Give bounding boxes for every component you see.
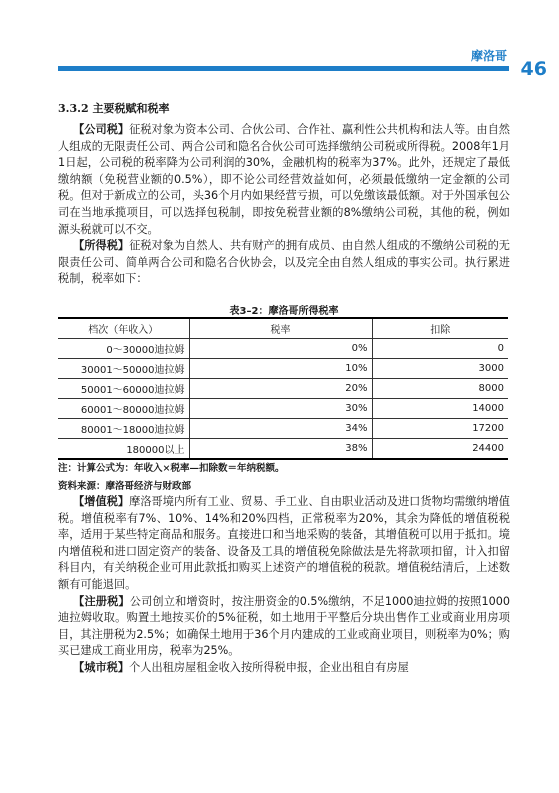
- paragraph-vat: [58, 494, 510, 594]
- paragraph-city-tax: [58, 660, 510, 677]
- bracket-cell: 50001～60000迪拉姆: [58, 379, 189, 399]
- body-bottom: [58, 494, 510, 677]
- bracket-cell: 60001～80000迪拉姆: [58, 399, 189, 419]
- deduction-cell: 0: [372, 339, 508, 359]
- rate-cell: 0%: [189, 339, 372, 359]
- paragraph-text: 征税对象为资本公司、合伙公司、合作社、赢利性公共机构和法人等。由自然人组成的无限责任公司、两合公司和隐名合伙公司可选择缴纳公司税或所得税。2008年1月1日起，公司税的税率降为公司利润的30%，金融机构的税率为37%。此外，还规定了最低缴纳额（免税营业额的0.5%），即不论公司经营效益如何，必须最低缴纳一定金额的公司税。但对于新成立的公司，头36个月内如果经营亏损，可以免缴该最低额。对于外国承包公司在当地承揽项目，可以选择包税制，即按免税营业额的8%缴纳公司税，其他的税，例如源头税就可以不交。: [58, 123, 510, 236]
- bracket-cell: 30001～50000迪拉姆: [58, 359, 189, 379]
- table-row: [58, 339, 508, 359]
- table-row: [58, 439, 508, 460]
- rate-cell: 20%: [189, 379, 372, 399]
- header-rule: [58, 66, 509, 71]
- table-header-row: [58, 318, 508, 339]
- rate-cell: 30%: [189, 399, 372, 419]
- paragraph-text: 征税对象为自然人、共有财产的拥有成员、由自然人组成的不缴纳公司税的无限责任公司、简单两合公司和隐名合伙协会，以及完全由自然人组成的事实公司。执行累进税制，税率如下：: [58, 239, 510, 286]
- column-header: 税率: [189, 318, 372, 339]
- rate-cell: 10%: [189, 359, 372, 379]
- paragraph-text: 摩洛哥境内所有工业、贸易、手工业、自由职业活动及进口货物均需缴纳增值税。增值税率有7%、10%、14%和20%四档，正常税率为20%，其余为降低的增值税税率，适用于某些特定商品和服务。直接进口和当地采购的装备，其增值税可以用于抵扣。境内增值税和进口固定资产的装备、设备及工具的增值税免除做法是先将款项扣留，计入扣留科目内，有关纳税企业可用此款抵扣购买上述资产的增值税的税款。增值税结清后，上述数额有可能退回。: [58, 495, 510, 591]
- paragraph-tag: 【所得税】: [73, 239, 130, 253]
- deduction-cell: 14000: [372, 399, 508, 419]
- bracket-cell: 0～30000迪拉姆: [58, 339, 189, 359]
- table-row: [58, 419, 508, 439]
- paragraph-text: 个人出租房屋租金收入按所得税申报，企业出租自有房屋: [129, 660, 409, 674]
- column-header: 档次（年收入）: [58, 318, 189, 339]
- paragraph-income-tax: [58, 238, 510, 288]
- table-row: [58, 399, 508, 419]
- table-note-source: 资料来源：摩洛哥经济与财政部: [58, 481, 192, 492]
- table-row: [58, 359, 508, 379]
- table-row: [58, 379, 508, 399]
- paragraph-tag: 【公司税】: [73, 123, 130, 136]
- column-header: 扣除: [372, 318, 508, 339]
- deduction-cell: 24400: [372, 439, 508, 460]
- section-heading: 3.3.2 主要税赋和税率: [58, 102, 170, 115]
- paragraph-text: 公司创立和增资时，按注册资金的0.5%缴纳，不足1000迪拉姆的按照1000迪拉姆收取。购置土地按买价的5%征税，如土地用于平整后分块出售作工业或商业用房项目，其注册税为2.5%；如确保土地用于36个月内建成的工业或商业项目，则税率为0%；购买已建成工商业用房，税率为25%。: [58, 594, 510, 658]
- deduction-cell: 17200: [372, 419, 508, 439]
- deduction-cell: 3000: [372, 359, 508, 379]
- bracket-cell: 80001～18000迪拉姆: [58, 419, 189, 439]
- paragraph-corporate-tax: [58, 122, 510, 238]
- paragraph-tag: 【城市税】: [73, 660, 130, 674]
- paragraph-tag: 【增值税】: [73, 495, 130, 508]
- bracket-cell: 180000以上: [58, 439, 189, 460]
- income-tax-table: [58, 317, 508, 460]
- table-note-formula: 注：计算公式为：年收入×税率—扣除数＝年纳税额。: [58, 463, 285, 474]
- paragraph-registration-tax: [58, 594, 510, 660]
- header-country: 摩洛哥: [470, 49, 507, 63]
- page-number: 46: [520, 58, 547, 80]
- paragraph-tag: 【注册税】: [73, 594, 130, 608]
- body-top: [58, 122, 510, 288]
- table-title: 表3–2：摩洛哥所得税率: [229, 306, 339, 317]
- rate-cell: 34%: [189, 419, 372, 439]
- deduction-cell: 8000: [372, 379, 508, 399]
- rate-cell: 38%: [189, 439, 372, 460]
